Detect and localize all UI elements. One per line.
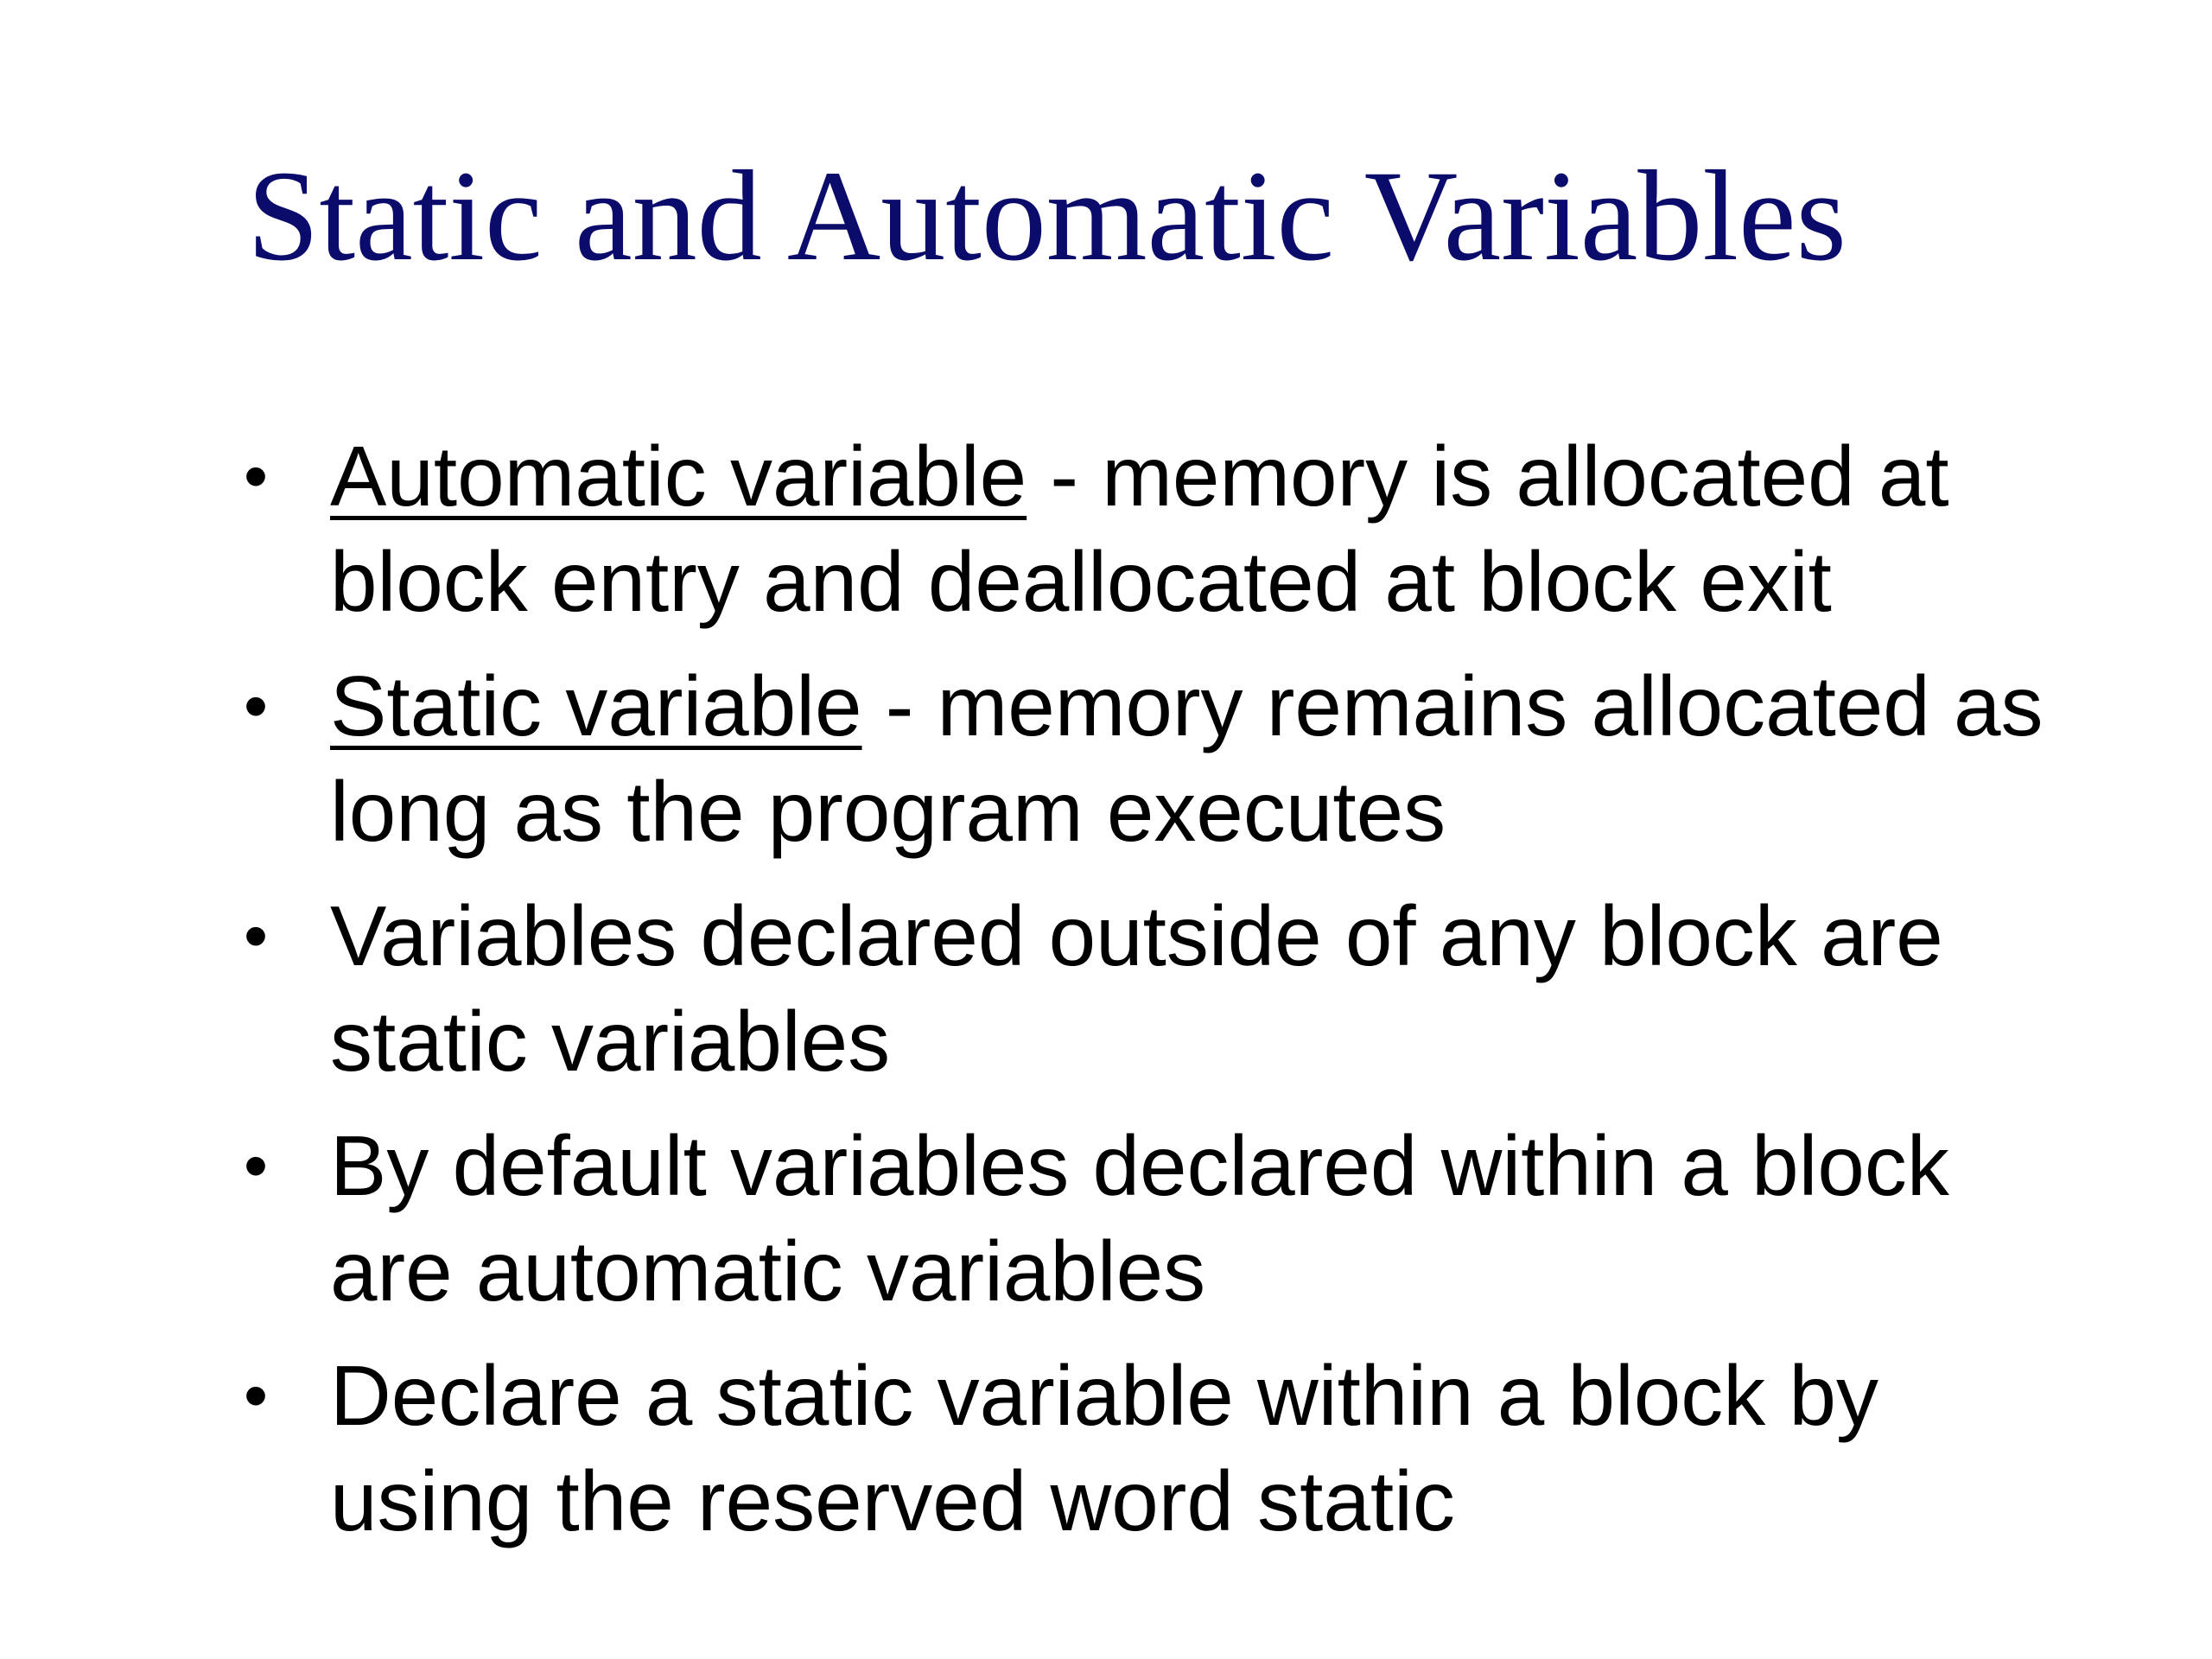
bullet-item-declare-static xyxy=(0,1343,2212,1554)
bullet-item-static-variable xyxy=(0,653,2212,864)
bullet-line-1 xyxy=(330,423,2212,529)
bullet-line-2: static variables xyxy=(330,994,891,1089)
bullet-line-1: By default variables declared within a block xyxy=(330,1118,1949,1213)
bullet-line-1: Variables declared outside of any block are xyxy=(330,888,1943,983)
bullet-line-1: Declare a static variable within a block by xyxy=(330,1348,1879,1443)
bullet-dot-icon: • xyxy=(244,897,269,974)
slide-title: Static and Automatic Variables xyxy=(247,144,1847,288)
bullet-dot-icon: • xyxy=(244,437,269,514)
term-automatic-variable: Automatic variable xyxy=(330,429,1027,524)
bullet-line-2: block entry and deallocated at block exit xyxy=(330,534,1832,629)
bullet-dot-icon: • xyxy=(244,667,269,744)
bullet-line-2: long as the program executes xyxy=(330,764,1446,859)
bullet-text: - memory is allocated at xyxy=(1027,429,1949,524)
bullet-list xyxy=(0,423,2212,1573)
bullet-item-automatic-variable xyxy=(0,423,2212,634)
bullet-line-2: using the reserved word static xyxy=(330,1453,1455,1548)
bullet-item-outside-block xyxy=(0,883,2212,1094)
bullet-dot-icon: • xyxy=(244,1127,269,1204)
bullet-item-default-automatic xyxy=(0,1113,2212,1324)
bullet-dot-icon: • xyxy=(244,1357,269,1433)
bullet-line-2: are automatic variables xyxy=(330,1224,1206,1319)
bullet-text: - memory remains allocated as xyxy=(861,658,2044,753)
term-static-variable: Static variable xyxy=(330,658,862,753)
bullet-line-1 xyxy=(330,653,2212,759)
